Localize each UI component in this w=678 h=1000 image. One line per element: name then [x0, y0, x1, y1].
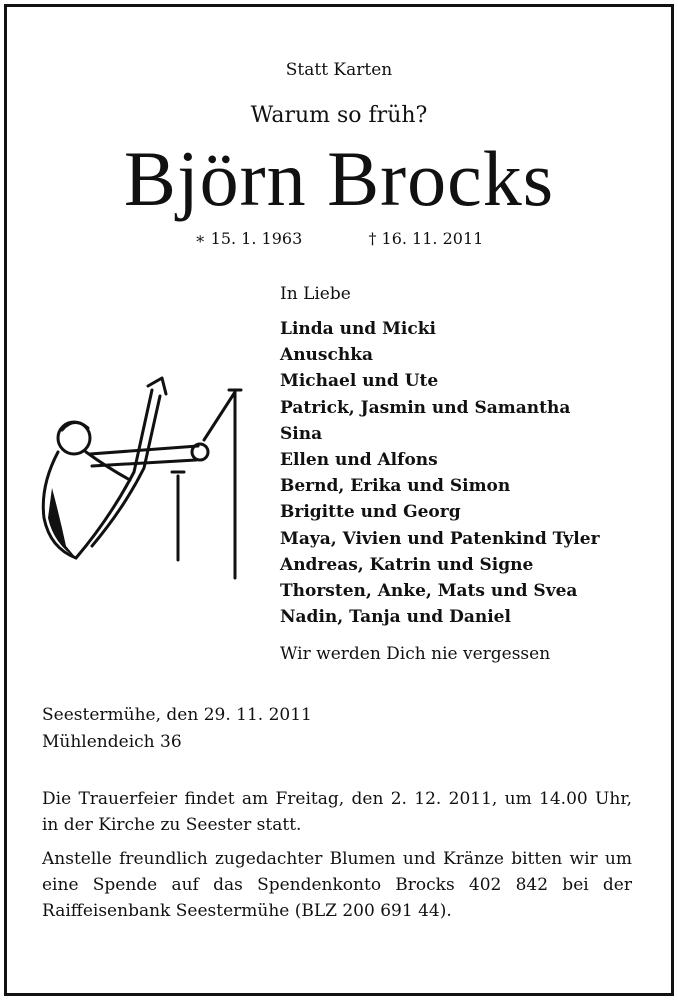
mourner-name: Sina [280, 423, 323, 444]
funeral-info: Die Trauerfeier findet am Freitag, den 2. 12. 2011, um 14.00 Uhr, in der Kirche zu Seester statt. [42, 789, 632, 835]
opening-question: Warum so früh? [250, 103, 428, 128]
mourner-name: Bernd, Erika und Simon [280, 476, 511, 497]
mourner-name: Michael und Ute [280, 371, 439, 392]
closing-line: Wir werden Dich nie vergessen [280, 644, 551, 665]
mourner-name: Nadin, Tanja und Daniel [280, 607, 511, 628]
address: Mühlendeich 36 [42, 732, 182, 752]
birth-date: ∗ 15. 1. 1963 [194, 229, 303, 248]
deceased-name: Björn Brocks [123, 135, 555, 222]
donation-info: Anstelle freundlich zugedachter Blumen und Kränze bitten wir um eine Spende auf das Spendenkonto Brocks 402 842 bei der Raiffeisenbank Seestermühe (BLZ 200 691 44). [42, 849, 632, 921]
place-and-address [42, 702, 312, 756]
mourner-name: Patrick, Jasmin und Samantha [280, 397, 571, 418]
mourner-name: Andreas, Katrin und Signe [280, 554, 534, 575]
mourner-name: Ellen und Alfons [280, 450, 438, 471]
salutation: Statt Karten [285, 60, 393, 80]
place-date: Seestermühe, den 29. 11. 2011 [42, 705, 312, 725]
family-block [280, 284, 660, 664]
mourner-list [280, 316, 660, 630]
mourner-name: Anuschka [280, 345, 373, 366]
gymnast-on-rings-icon [30, 368, 250, 584]
life-dates [0, 229, 678, 248]
in-love-label: In Liebe [280, 284, 351, 304]
mourner-name: Linda und Micki [280, 319, 436, 339]
death-date: † 16. 11. 2011 [368, 229, 484, 248]
mourner-name: Thorsten, Anke, Mats und Svea [280, 581, 578, 602]
mourner-name: Maya, Vivien und Patenkind Tyler [280, 528, 600, 549]
mourner-name: Brigitte und Georg [280, 502, 461, 523]
